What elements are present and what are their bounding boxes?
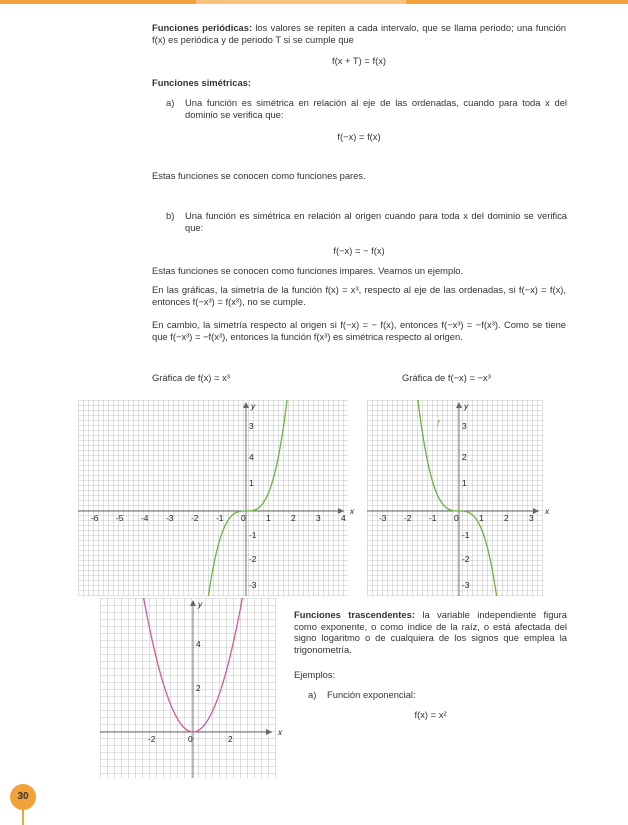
tick-label: -3: [166, 513, 174, 523]
item-a-marker: a): [166, 97, 175, 108]
periodic-text: los valores se repiten a cada intervalo, que se llama periodo; una función f(x) es periódica y de periodo T si se cumple que: [152, 22, 567, 45]
tick-label: -5: [116, 513, 124, 523]
x-axis-label: x: [545, 506, 550, 516]
tick-label: 2: [462, 452, 467, 462]
tick-label: -3: [379, 513, 387, 523]
periodic-title: Funciones periódicas:: [152, 22, 253, 33]
graph-cubic: [78, 400, 358, 596]
tick-label: 2: [291, 513, 296, 523]
symmetric-title: Funciones simétricas:: [152, 77, 251, 88]
tick-label: 3: [249, 421, 254, 431]
exponential-formula: f(x) = x²: [414, 709, 447, 720]
y-axis-label: y: [464, 401, 469, 411]
x-axis-label: x: [350, 506, 355, 516]
periodic-formula: f(x + T) = f(x): [332, 55, 386, 66]
odd-formula: f(−x) = − f(x): [333, 245, 385, 256]
odd-note: Estas funciones se conocen como funciones impares. Veamos un ejemplo.: [152, 265, 464, 276]
x-axis-arrow: [266, 729, 272, 735]
item-a-text: Una función es simétrica en relación al eje de las ordenadas, cuando para toda x del dominio se verifica que:: [185, 97, 567, 120]
tick-label: -4: [141, 513, 149, 523]
item-b-marker: b): [166, 210, 175, 221]
tick-label: 1: [479, 513, 484, 523]
curve-label: f: [437, 418, 440, 428]
example-a-marker: a): [308, 689, 317, 700]
tick-label: -2: [404, 513, 412, 523]
tick-label: -3: [249, 580, 257, 590]
tick-label: -3: [462, 580, 470, 590]
top-accent-highlight: [196, 0, 406, 4]
tick-label: 3: [529, 513, 534, 523]
y-axis-label: y: [198, 599, 203, 609]
tick-label: 2: [196, 683, 201, 693]
tick-label: -1: [216, 513, 224, 523]
tick-label: -6: [91, 513, 99, 523]
item-b-text: Una función es simétrica en relación al origen cuando para toda x del dominio se verifica que:: [185, 210, 567, 233]
grid-lines: [367, 400, 543, 596]
tick-label: 4: [196, 639, 201, 649]
tick-label: 1: [462, 478, 467, 488]
graph-caption-right: Gráfica de f(−x) = −x³: [402, 372, 491, 383]
examples-label: Ejemplos:: [294, 669, 336, 680]
x-axis-arrow: [533, 508, 539, 514]
graph-caption-left: Gráfica de f(x) = x³: [152, 372, 230, 383]
periodic-paragraph: [152, 22, 566, 45]
tick-label: 4: [249, 452, 254, 462]
top-accent-bar: [0, 0, 628, 4]
tick-label: 0: [241, 513, 246, 523]
tick-label: -2: [148, 734, 156, 744]
tick-label: 2: [504, 513, 509, 523]
graph-negative-cubic: [367, 400, 551, 596]
even-formula: f(−x) = f(x): [337, 131, 381, 142]
transcendent-text: la variable independiente figura como exponente, o como índice de la raíz, o está afectada del signo logaritmo o de cualquiera de los signos que emplea la trigonometría.: [294, 609, 567, 655]
symmetry-paragraph-2: En cambio, la simetría respecto al origen si f(−x) = − f(x), entonces f(−x³) = −f(x³). Como se tiene que f(−x³) = −f(x³), entonces la función f(x³) es simétrica respecto al origen.: [152, 319, 566, 342]
y-axis-arrow: [456, 402, 462, 408]
symmetry-paragraph-1: En las gráficas, la simetría de la función f(x) = x³, respecto al eje de las ordenadas, si f(−x) = f(x), entonces f(−x³) = f(x³), no se cumple.: [152, 284, 566, 307]
tick-label: -1: [429, 513, 437, 523]
x-axis-label: x: [278, 727, 283, 737]
tick-label: -2: [191, 513, 199, 523]
y-axis-arrow: [190, 600, 196, 606]
example-a-text: Función exponencial:: [327, 689, 416, 700]
tick-label: -1: [462, 530, 470, 540]
tick-label: -2: [462, 554, 470, 564]
graph-parabola: [100, 598, 300, 778]
tick-label: -1: [249, 530, 257, 540]
tick-label: 0: [188, 734, 193, 744]
grid-lines: [100, 598, 276, 778]
y-axis-arrow: [243, 402, 249, 408]
tick-label: 1: [249, 478, 254, 488]
even-note: Estas funciones se conocen como funciones pares.: [152, 170, 366, 181]
tick-label: 3: [462, 421, 467, 431]
cubic-curve: [208, 400, 288, 596]
page-number-badge: 30: [10, 784, 36, 810]
transcendent-title: Funciones trascendentes:: [294, 609, 415, 620]
transcendent-paragraph: [294, 609, 567, 655]
y-axis-label: y: [251, 401, 256, 411]
tick-label: 0: [454, 513, 459, 523]
tick-label: 2: [228, 734, 233, 744]
page-number-line: [22, 810, 24, 825]
tick-label: -2: [249, 554, 257, 564]
tick-label: 4: [341, 513, 346, 523]
tick-label: 3: [316, 513, 321, 523]
tick-label: 1: [266, 513, 271, 523]
